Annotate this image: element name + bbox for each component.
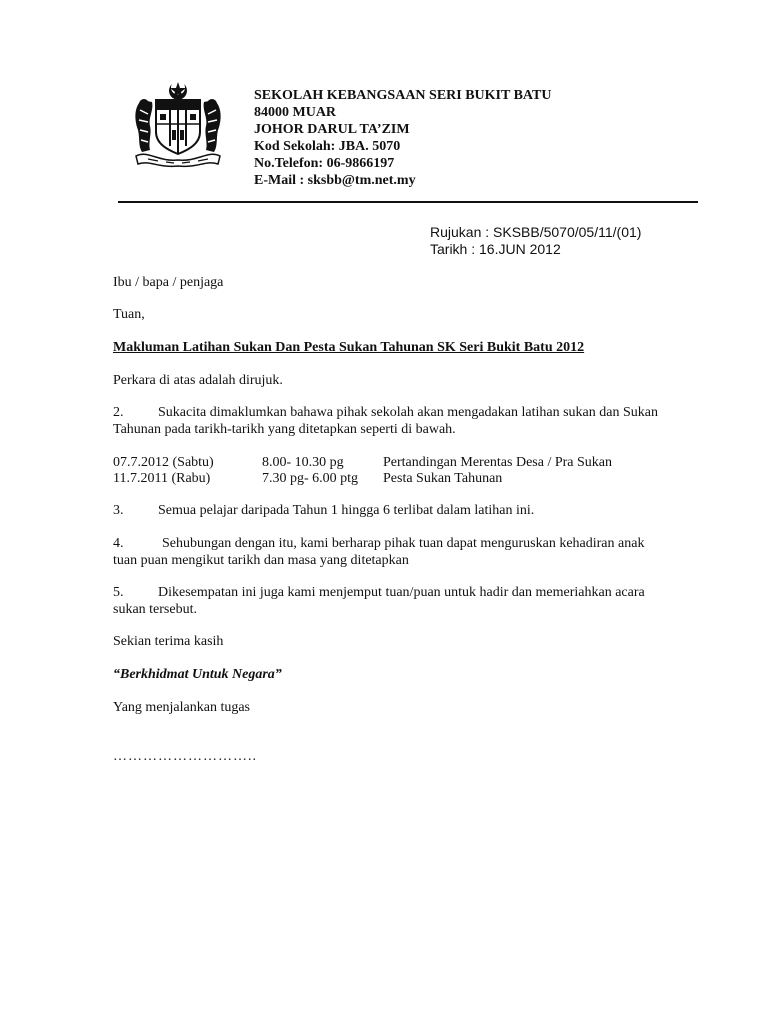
schedule-time: 7.30 pg- 6.00 ptg (262, 471, 359, 486)
paragraph-4-number: 4. (113, 536, 124, 551)
paragraph-2-number: 2. (113, 405, 124, 420)
letter-title: Makluman Latihan Sukan Dan Pesta Sukan Tahunan SK Seri Bukit Batu 2012 (113, 340, 585, 355)
header-divider (118, 201, 698, 203)
phone-number: No.Telefon: 06-9866197 (254, 156, 395, 171)
paragraph-4-line-2: tuan puan mengikut tarikh dan masa yang ditetapkan (113, 553, 409, 568)
signature-line: ……………………….. (113, 749, 257, 764)
schedule-date: 11.7.2011 (Rabu) (113, 471, 211, 486)
school-code: Kod Sekolah: JBA. 5070 (254, 139, 401, 154)
postcode-city: 84000 MUAR (254, 105, 337, 120)
school-name: SEKOLAH KEBANGSAAN SERI BUKIT BATU (254, 88, 552, 103)
state-name: JOHOR DARUL TA’ZIM (254, 122, 410, 137)
paragraph-5-line-1: Dikesempatan ini juga kami menjemput tuan/puan untuk hadir dan memeriahkan acara (158, 585, 645, 600)
paragraph-3-number: 3. (113, 503, 124, 518)
paragraph-2-line-1: Sukacita dimaklumkan bahawa pihak sekolah akan mengadakan latihan sukan dan Sukan (158, 405, 658, 420)
paragraph-5-line-2: sukan tersebut. (113, 602, 197, 617)
letter-date: Tarikh : 16.JUN 2012 (430, 241, 561, 257)
closing-line: Sekian terima kasih (113, 634, 224, 649)
schedule-event: Pertandingan Merentas Desa / Pra Sukan (383, 455, 612, 470)
salutation: Tuan, (113, 307, 145, 322)
schedule-date: 07.7.2012 (Sabtu) (113, 455, 214, 470)
email-address: E-Mail : sksbb@tm.net.my (254, 173, 416, 188)
intro-paragraph: Perkara di atas adalah dirujuk. (113, 373, 283, 388)
paragraph-3-text: Semua pelajar daripada Tahun 1 hingga 6 terlibat dalam latihan ini. (158, 503, 535, 518)
school-crest-logo (128, 80, 228, 170)
paragraph-5-number: 5. (113, 585, 124, 600)
schedule-time: 8.00- 10.30 pg (262, 455, 344, 470)
reference-number: Rujukan : SKSBB/5070/05/11/(01) (430, 224, 642, 240)
schedule-event: Pesta Sukan Tahunan (383, 471, 503, 486)
paragraph-2-line-2: Tahunan pada tarikh-tarikh yang ditetapkan seperti di bawah. (113, 422, 456, 437)
paragraph-4-line-1: Sehubungan dengan itu, kami berharap pihak tuan dapat menguruskan kehadiran anak (162, 536, 645, 551)
motto: “Berkhidmat Untuk Negara” (113, 667, 282, 682)
sign-off: Yang menjalankan tugas (113, 700, 250, 715)
recipient: Ibu / bapa / penjaga (113, 275, 224, 290)
